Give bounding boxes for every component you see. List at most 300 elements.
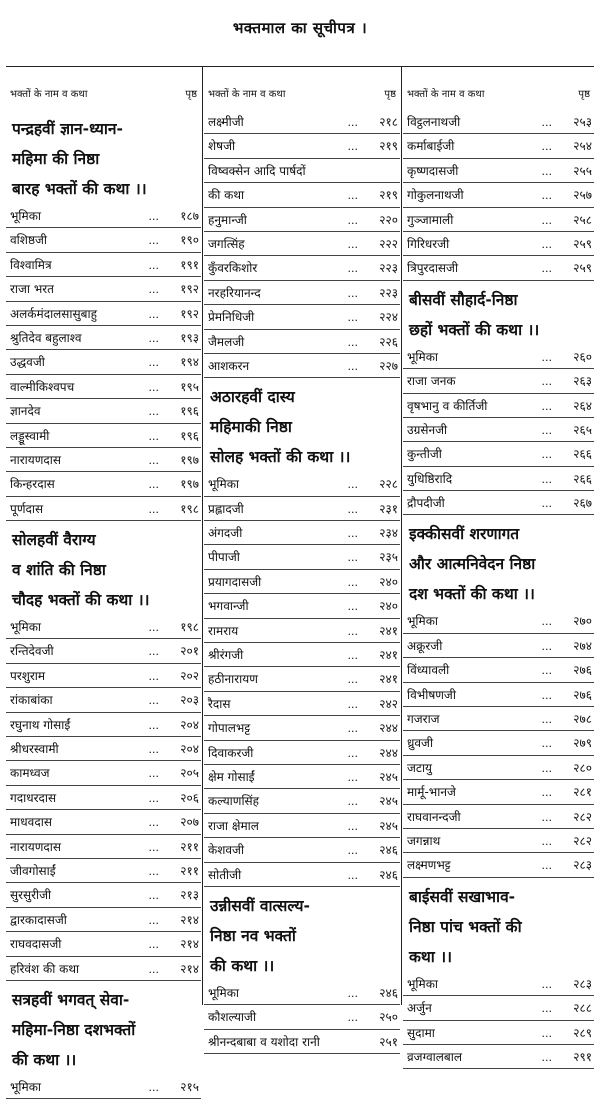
entry-leader: ... [541,375,552,389]
index-entry [204,183,400,207]
index-entry [403,1021,594,1045]
entry-leader: ... [541,1002,552,1016]
index-column-3 [403,70,594,1064]
entry-leader: ... [541,472,552,486]
entry-leader: ... [148,283,159,297]
section-heading-line: छहों भक्तों की कथा ।। [409,320,540,339]
index-entry [403,853,594,877]
entry-page-number: २८९ [573,1025,592,1040]
entry-list [204,472,400,887]
section-heading-line: सोलह भक्तों की कथा ।। [210,448,351,467]
entry-leader: ... [148,405,159,419]
entry-page-number: २४१ [379,648,398,663]
entry-name: परशुराम [10,668,46,683]
entry-name: गिरिधरजी [407,236,450,251]
index-entry [6,253,201,277]
index-entry [6,932,201,956]
entry-leader: ... [148,840,159,854]
entry-name: शेषजी [208,139,236,154]
entry-page-number: २४६ [379,843,398,858]
index-entry [403,183,594,207]
entry-leader: ... [347,551,358,565]
entry-name: श्रीरंगजी [208,648,244,663]
entry-leader: ... [148,331,159,345]
entry-name: कल्याणसिंह [208,794,260,809]
entry-name: अंगदजी [208,526,243,541]
entry-name: भगवान्जी [208,599,249,614]
index-entry [6,424,201,448]
entry-leader: ... [148,478,159,492]
entry-leader: ... [541,737,552,751]
section-heading-line: सोलहवीं वैराग्य [12,531,96,550]
entry-page-number: २७६ [573,663,592,678]
index-entry [403,683,594,707]
column-divider [401,66,402,1005]
entry-name: सुदामा [407,1025,435,1040]
entry-name: भूमिका [10,209,42,223]
entry-page-number: २०१ [180,644,199,659]
entry-name: कुँवरकिशोर [208,261,258,276]
index-entry [6,399,201,423]
entry-leader: ... [148,380,159,394]
entry-name: हठीनारायण [208,672,258,687]
entry-list [403,972,594,1070]
section-heading [6,525,201,615]
index-entry [204,305,400,329]
index-entry [204,619,400,643]
entry-leader: ... [541,810,552,824]
entry-page-number: २२० [379,212,398,227]
entry-name: हनुमान्जी [208,212,247,227]
index-entry [6,883,201,907]
index-entry [6,375,201,399]
entry-name: युधिष्ठिरादि [407,471,453,486]
entry-name: श्रुतिदेव बहुलाश्व [10,330,82,345]
entry-list [403,609,594,877]
entry-page-number: २४५ [379,794,398,809]
entry-name: पीपाजी [208,550,240,565]
section-heading-line: कथा ।। [409,947,452,966]
index-entry [204,521,400,545]
entry-name: वशिष्ठजी [10,233,48,248]
entry-page-number: २२६ [379,334,398,349]
entry-leader: ... [541,713,552,727]
column-header-name: भक्तों के नाम व कथा [407,89,485,100]
entry-name: नरहरियानन्द [208,285,261,300]
entry-page-number: १९७ [180,477,199,492]
entry-page-number: २५९ [573,236,592,251]
index-entry [403,634,594,658]
entry-page-number: २६६ [573,447,592,462]
entry-leader: ... [541,399,552,413]
entry-page-number: १९७ [180,452,199,467]
entry-name: गोपालभट्ट [208,721,251,736]
entry-leader: ... [347,575,358,589]
section-heading-line: बाईसवीं सखाभाव- [409,887,516,906]
entry-name: ज्ञानदेव [10,404,41,419]
entry-page-number: २८३ [573,976,592,991]
index-entry [204,594,400,618]
entry-leader: ... [347,359,358,373]
index-entry [6,302,201,326]
section-heading-line: पन्द्रहवीं ज्ञान-ध्यान- [12,120,123,138]
column-header [204,70,400,110]
index-entry [403,707,594,731]
entry-name: लक्ष्मणभट्ट [407,858,451,873]
entry-leader: ... [541,350,552,364]
index-entry [403,658,594,682]
index-entry [204,232,400,256]
index-entry [403,442,594,466]
index-entry [204,330,400,354]
entry-name: दिवाकरजी [208,745,254,760]
entry-leader: ... [148,791,159,805]
entry-name: रन्तिदेवजी [10,644,54,659]
entry-name: ध्रुवजी [407,736,434,751]
entry-page-number: २७० [573,614,592,629]
index-entry [403,805,594,829]
index-entry [6,835,201,859]
section-heading-line: इक्कीसवीं शरणागत [409,525,520,544]
entry-leader: ... [347,478,358,492]
index-entry [403,731,594,755]
section-heading-line: की कथा ।। [12,1050,77,1069]
entry-leader: ... [347,819,358,833]
entry-page-number: २८० [573,760,592,775]
entry-name: सोतीजी [208,867,242,882]
entry-page-number: २२७ [379,358,398,373]
index-entry [403,369,594,393]
entry-name: उद्धवजी [10,355,45,370]
entry-page-number: २१८ [379,115,398,129]
entry-page-number: २५४ [573,139,592,154]
entry-leader: ... [347,746,358,760]
entry-name: केशवजी [208,843,245,858]
entry-leader: ... [541,977,552,991]
entry-leader: ... [148,234,159,248]
index-entry [204,741,400,765]
entry-page-number: २३५ [379,550,398,565]
entry-name: रैदास [208,696,231,711]
entry-name: सुरसुरीजी [10,888,52,903]
index-entry [403,208,594,232]
index-entry [204,765,400,789]
index-entry [204,159,400,183]
index-entry [204,256,400,280]
index-entry [204,110,400,134]
entry-page-number: १९० [180,233,199,248]
entry-page-number: २३१ [379,501,398,516]
entry-leader: ... [541,237,552,251]
index-entry [6,326,201,350]
entry-name: नारायणदास [10,839,62,854]
entry-leader: ... [347,600,358,614]
entry-page-number: २८२ [573,809,592,824]
entry-page-number: २८२ [573,833,592,848]
entry-name: राघवदासजी [10,937,62,952]
index-entry [204,1030,400,1054]
section-heading-line: अठारहवीं दास्य [210,388,295,407]
section-heading [204,891,400,981]
entry-list [6,615,201,981]
entry-leader: ... [347,624,358,638]
entry-name: कृष्णदासजी [407,163,459,178]
entry-page-number: २६५ [573,422,592,437]
entry-leader: ... [347,335,358,349]
entry-page-number: १९८ [180,501,199,516]
entry-page-number: २६७ [573,496,592,511]
entry-page-number: २४५ [379,818,398,833]
index-entry [204,814,400,838]
entry-page-number: २५५ [573,163,592,178]
entry-page-number: २१४ [180,937,199,952]
entry-leader: ... [148,816,159,830]
index-entry [6,204,201,228]
index-entry [204,716,400,740]
entry-leader: ... [347,795,358,809]
section-heading-line: व शांति की निष्ठा [12,561,106,580]
entry-page-number: २६३ [573,374,592,389]
entry-name: रामराय [208,623,239,638]
entry-leader: ... [541,859,552,873]
entry-leader: ... [347,189,358,203]
entry-list [6,204,201,521]
index-entry [403,256,594,280]
index-entry [403,491,594,515]
entry-leader: ... [541,615,552,629]
entry-name: लड्डूस्वामी [10,428,50,443]
entry-name: रघुनाथ गोसाईं [10,717,71,732]
entry-list [6,1075,201,1099]
index-entry [403,1045,594,1069]
entry-name: माधवदास [10,815,52,830]
entry-name: वाल्मीकिश्वपच [10,379,75,394]
entry-name: पूर्णदास [10,501,44,516]
entry-page-number: १९६ [180,404,199,419]
entry-page-number: २४१ [379,623,398,638]
entry-page-number: २८१ [573,785,592,800]
section-heading [403,285,594,345]
page-title: भक्तमाल का सूचीपत्र । [232,19,368,37]
entry-leader: ... [148,669,159,683]
index-entry [403,134,594,158]
entry-page-number: २४० [379,599,398,614]
entry-leader: ... [148,864,159,878]
index-entry [403,232,594,256]
index-entry [6,737,201,761]
entry-name: अलर्कमंदालसासुबाहु [10,306,97,321]
entry-page-number: २०६ [180,790,199,805]
section-heading-line: महिमा-निष्ठा दशभक्तों [12,1020,136,1039]
entry-leader: ... [148,913,159,927]
index-entry [403,972,594,996]
entry-name: कामध्वज [10,766,50,781]
index-entry [6,859,201,883]
entry-leader: ... [347,262,358,276]
entry-name: विभीषणजी [407,687,456,702]
section-heading [6,114,201,204]
index-entry [6,615,201,639]
entry-page-number: १९२ [180,282,199,297]
entry-name: जैमलजी [208,334,245,349]
index-entry [403,394,594,418]
entry-page-number: १९८ [180,620,199,635]
entry-leader: ... [347,213,358,227]
entry-name: श्रीधरस्वामी [10,742,59,757]
entry-name: विष्वक्सेन आदि पार्षदों [208,163,306,178]
entry-page-number: २११ [180,863,199,878]
entry-leader: ... [541,140,552,154]
entry-name: गदाधरदास [10,790,57,805]
column-header-page: पृष्ठ [185,89,197,100]
entry-leader: ... [541,189,552,203]
section-heading-line: बारह भक्तों की कथा ।। [12,180,147,198]
entry-page-number: २२८ [379,477,398,492]
index-entry [204,838,400,862]
index-entry [6,639,201,663]
entry-name: अक्रूरजी [407,638,443,653]
entry-page-number: २५७ [573,188,592,203]
index-entry [204,472,400,496]
entry-name: क्षेम गोसाईं [208,769,255,784]
entry-leader: ... [541,262,552,276]
index-entry [6,664,201,688]
index-entry [6,228,201,252]
column-header [6,70,201,110]
section-heading-line: की कथा ।। [210,956,275,975]
entry-page-number: २९१ [573,1049,592,1064]
index-entry [6,786,201,810]
index-entry [6,810,201,834]
entry-leader: ... [541,664,552,678]
entry-name: विट्ठलनाथजी [407,115,461,129]
entry-name: भूमिका [208,477,240,492]
entry-page-number: २०४ [180,717,199,732]
entry-leader: ... [148,767,159,781]
entry-leader: ... [148,645,159,659]
entry-page-number: २७६ [573,687,592,702]
index-entry [204,981,400,1005]
entry-name: लक्ष्मीजी [208,115,244,129]
index-entry [403,467,594,491]
entry-page-number: २५९ [573,261,592,276]
entry-name: प्रह्लादजी [208,501,244,516]
entry-page-number: २२२ [379,236,398,251]
entry-leader: ... [148,258,159,272]
entry-page-number: २४४ [379,721,398,736]
entry-page-number: २४५ [379,769,398,784]
index-entry [204,208,400,232]
entry-leader: ... [347,868,358,882]
index-entry [403,110,594,134]
entry-page-number: २७८ [573,712,592,727]
entry-name: रांकाबांका [10,693,53,708]
column-header-page: पृष्ठ [384,89,396,100]
entry-name: भूमिका [208,985,240,1000]
entry-page-number: १९२ [180,306,199,321]
entry-page-number: २११ [180,839,199,854]
entry-name: भूमिका [407,614,439,629]
entry-page-number: १९४ [180,355,199,370]
entry-name: अर्जुन [407,1001,432,1016]
entry-name: आशकरन [208,358,250,373]
entry-page-number: २६६ [573,471,592,486]
entry-name: भूमिका [407,349,439,364]
entry-leader: ... [347,311,358,325]
entry-leader: ... [347,986,358,1000]
section-heading-line: उन्नीसवीं वात्सल्य- [210,896,310,915]
entry-list [204,110,400,378]
index-entry [204,354,400,378]
entry-page-number: २५८ [573,212,592,227]
entry-page-number: २१३ [180,888,199,903]
entry-page-number: २४० [379,574,398,589]
entry-page-number: २१९ [379,188,398,203]
entry-name: द्रौपदीजी [407,496,445,511]
entry-leader: ... [541,213,552,227]
entry-list [403,110,594,281]
entry-page-number: २२३ [379,285,398,300]
entry-leader: ... [148,718,159,732]
entry-leader: ... [347,673,358,687]
entry-page-number: २८८ [573,1001,592,1016]
section-heading-line: निष्ठा नव भक्तों [210,926,296,945]
entry-name: भूमिका [10,1079,42,1094]
section-heading [403,882,594,972]
entry-name: व्रजग्वालबाल [407,1049,462,1064]
entry-name: प्रेमनिधिजी [208,310,255,325]
entry-page-number: २४६ [379,985,398,1000]
entry-leader: ... [148,453,159,467]
index-entry [204,134,400,158]
entry-list [204,981,400,1054]
entry-page-number: २१४ [180,912,199,927]
entry-name: हरिवंश की कथा [10,961,80,976]
index-entry [6,497,201,521]
index-entry [403,996,594,1020]
entry-leader: ... [541,688,552,702]
entry-leader: ... [347,697,358,711]
entry-page-number: २७९ [573,736,592,751]
entry-leader: ... [148,694,159,708]
entry-leader: ... [541,1026,552,1040]
entry-name: विश्वामित्र [10,257,52,272]
entry-page-number: १८७ [180,209,199,223]
entry-name: प्रयागदासजी [208,574,262,589]
entry-page-number: २१५ [180,1079,199,1094]
entry-leader: ... [541,423,552,437]
entry-leader: ... [148,356,159,370]
section-heading-line: सत्रहवीं भगवत् सेवा- [12,990,130,1009]
entry-leader: ... [148,429,159,443]
index-entry [6,713,201,737]
section-heading [6,985,201,1075]
entry-leader: ... [347,1011,358,1025]
entry-leader: ... [541,448,552,462]
index-entry [6,472,201,496]
index-entry [204,643,400,667]
entry-leader: ... [347,770,358,784]
entry-leader: ... [148,938,159,952]
section-heading-line: महिमाकी निष्ठा [210,418,292,437]
entry-name: कुन्तीजी [407,447,442,462]
index-entry [403,345,594,369]
entry-name: जगन्नाथ [407,833,441,848]
index-entry [204,281,400,305]
section-heading-line: निष्ठा पांच भक्तों की [409,917,522,936]
entry-leader: ... [347,140,358,154]
entry-page-number: २०७ [180,815,199,830]
